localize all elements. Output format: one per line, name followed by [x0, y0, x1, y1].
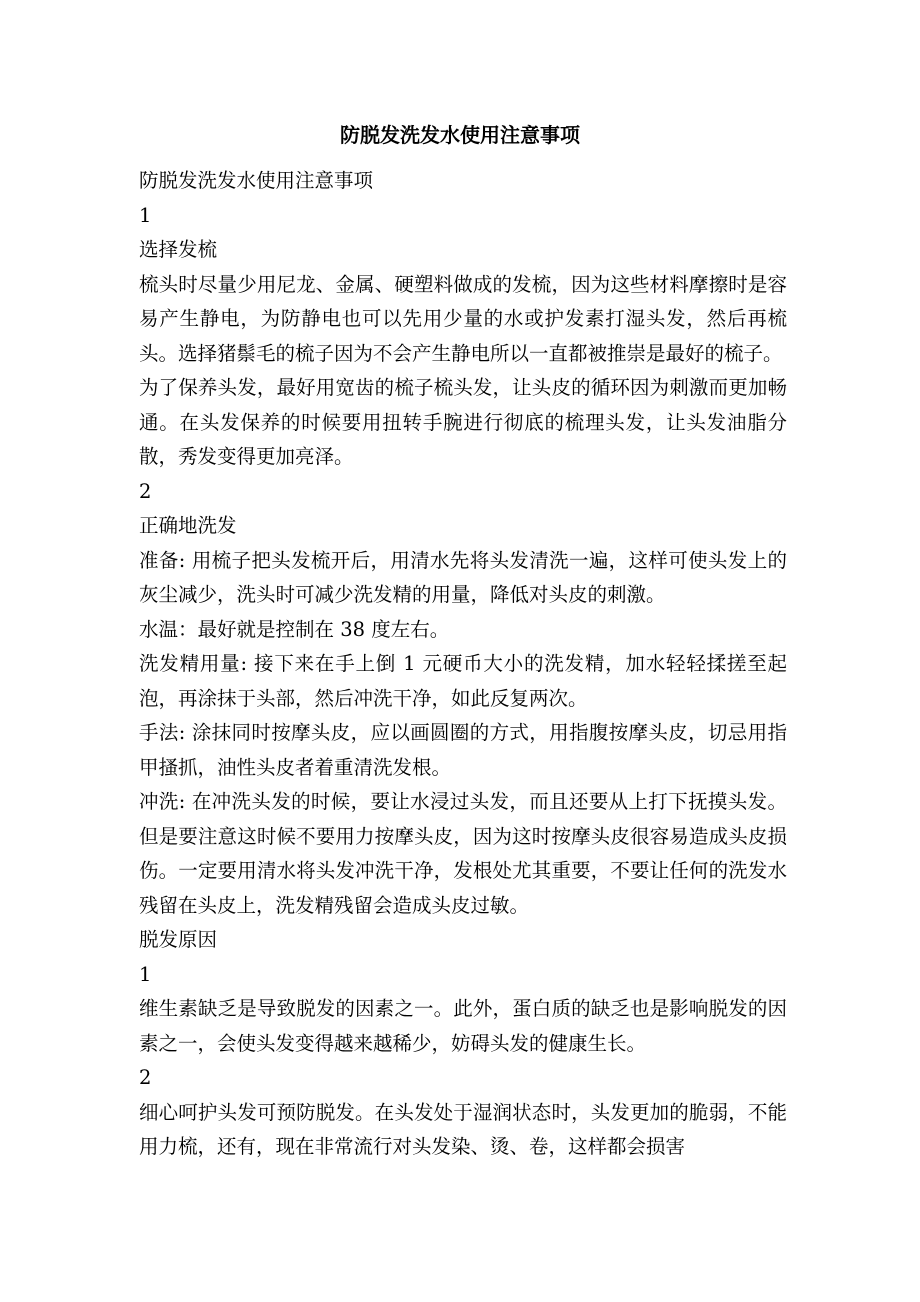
section-number: 1 [139, 203, 152, 227]
section-number: 2 [139, 1066, 152, 1089]
paragraph: 洗发精用量: 接下来在手上倒 1 元硬币大小的洗发精，加水轻轻揉搓至起泡，再涂抹于头部，然后冲洗干净，如此反复两次。 [139, 652, 787, 710]
paragraph: 维生素缺乏是导致脱发的因素之一。此外，蛋白质的缺乏也是影响脱发的因素之一，会使头发变得越来越稀少，妨碍头发的健康生长。 [139, 997, 787, 1055]
paragraph: 准备: 用梳子把头发梳开后，用清水先将头发清洗一遍，这样可使头发上的灰尘减少，洗头时可减少洗发精的用量，降低对头皮的刺激。 [139, 548, 787, 606]
paragraph-heading: 防脱发洗发水使用注意事项 [139, 169, 374, 192]
section-heading-comb: 选择发梳 [139, 238, 218, 261]
document-title: 防脱发洗发水使用注意事项 [340, 123, 580, 147]
paragraph: 为了保养头发，最好用宽齿的梳子梳头发，让头皮的循环因为刺激而更加畅通。在头发保养的时候要用扭转手腕进行彻底的梳理头发，让头发油脂分散，秀发变得更加亮泽。 [139, 376, 787, 468]
section-heading-wash: 正确地洗发 [139, 514, 237, 537]
paragraph: 梳头时尽量少用尼龙、金属、硬塑料做成的发梳，因为这些材料摩擦时是容易产生静电，为防静电也可以先用少量的水或护发素打湿头发，然后再梳头。选择猪鬃毛的梳子因为不会产生静电所以一直都被推崇是最好的梳子。 [139, 272, 787, 365]
section-number: 1 [139, 962, 152, 986]
paragraph: 细心呵护头发可预防脱发。在头发处于湿润状态时，头发更加的脆弱，不能用力梳，还有，现在非常流行对头发染、烫、卷，这样都会损害 [139, 1100, 787, 1158]
section-heading-causes: 脱发原因 [139, 928, 218, 951]
paragraph: 冲洗: 在冲洗头发的时候，要让水浸过头发，而且还要从上打下抚摸头发。但是要注意这时候不要用力按摩头皮，因为这时按摩头皮很容易造成头皮损伤。一定要用清水将头发冲洗干净，发根处尤其重要，不要让任何的洗发水残留在头皮上，洗发精残留会造成头皮过敏。 [139, 790, 787, 917]
section-number: 2 [139, 479, 152, 503]
paragraph: 水温：最好就是控制在 38 度左右。 [139, 617, 450, 641]
paragraph: 手法: 涂抹同时按摩头皮，应以画圆圈的方式，用指腹按摩头皮，切忌用指甲搔抓，油性头皮者着重清洗发根。 [139, 721, 787, 779]
document-body [139, 164, 787, 1165]
